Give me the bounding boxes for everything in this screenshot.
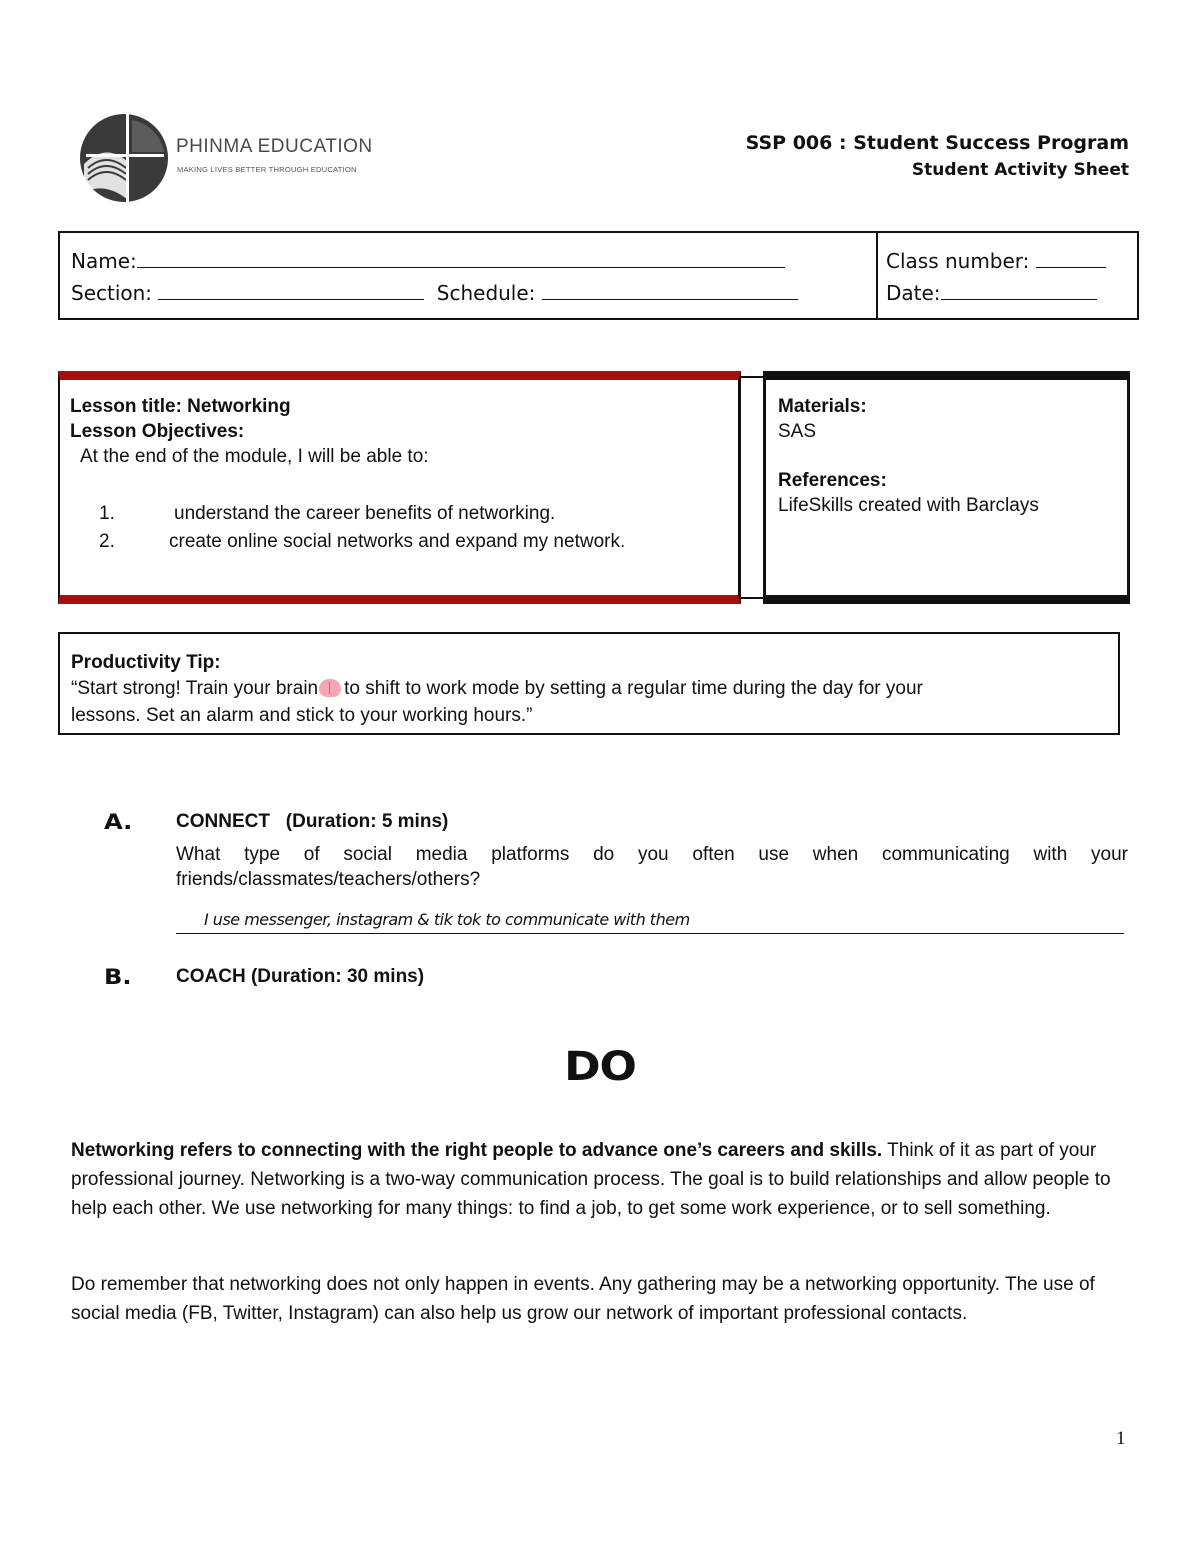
box-bridge-bottom [741, 597, 763, 599]
page-number: 1 [1116, 1428, 1126, 1449]
name-field[interactable] [137, 249, 785, 268]
objectives-label: Lesson Objectives: [70, 421, 245, 442]
objective-2-number: 2. [99, 531, 115, 552]
answer-underline [176, 933, 1124, 934]
tip-line-1-end: to shift to work mode by setting a regular time during the day for your [344, 678, 923, 699]
date-label: Date: [886, 281, 941, 305]
section-label: Section: [71, 281, 153, 305]
logo-tagline: MAKING LIVES BETTER THROUGH EDUCATION [177, 165, 357, 174]
lesson-title: Lesson title: Networking [70, 396, 291, 417]
date-row [886, 281, 1097, 305]
logo-title: PHINMA EDUCATION [176, 136, 373, 157]
section-b-letter: B. [104, 965, 132, 989]
brain-icon [319, 679, 341, 697]
paragraph-1-rest: Think of it as part of your professional journey. Networking is a two-way communication process. The goal is to build relationships and allow people to help each other. We use networking for many things: to find a job, to get some work experience, or to sell something. [71, 1140, 1111, 1219]
paragraph-1 [71, 1136, 1131, 1223]
schedule-field[interactable] [542, 281, 798, 300]
paragraph-1-bold: Networking refers to connecting with the right people to advance one’s careers and skills. [71, 1140, 883, 1161]
schedule-label: Schedule: [436, 281, 536, 305]
class-number-label: Class number: [886, 249, 1030, 273]
references-label: References: [778, 470, 887, 491]
materials-box [763, 371, 1130, 604]
objective-2-text: create online social networks and expand my network. [169, 531, 626, 552]
materials-value: SAS [778, 421, 817, 442]
date-field[interactable] [941, 281, 1097, 300]
student-info-box [58, 231, 1139, 320]
section-a-title: CONNECT (Duration: 5 mins) [176, 811, 449, 832]
name-row [71, 249, 785, 273]
lesson-box [58, 371, 741, 604]
section-field[interactable] [158, 281, 424, 300]
materials-label: Materials: [778, 396, 867, 417]
productivity-tip-box [58, 632, 1120, 735]
course-title: SSP 006 : Student Success Program [745, 132, 1129, 154]
logo-emblem-icon [76, 112, 172, 204]
section-a-question: What type of social media platforms do you often use when communicating with your friends/classmates/teachers/others? [176, 844, 1128, 890]
objectives-intro: At the end of the module, I will be able to: [80, 446, 429, 467]
objective-1-number: 1. [99, 503, 115, 524]
tip-line-2: lessons. Set an alarm and stick to your working hours.” [71, 705, 533, 726]
box-bridge-top [741, 376, 763, 378]
name-label: Name: [71, 249, 137, 273]
tip-line-1 [71, 676, 923, 701]
tip-line-1-start: “Start strong! Train your brain [71, 678, 319, 699]
paragraph-2: Do remember that networking does not only happen in events. Any gathering may be a networking opportunity. The use of social media (FB, Twitter, Instagram) can also help us grow our network of important professional contacts. [71, 1274, 1095, 1324]
section-row [71, 281, 798, 305]
objective-1-text: understand the career benefits of networking. [174, 503, 556, 524]
references-value: LifeSkills created with Barclays [778, 495, 1039, 516]
section-b-title: COACH (Duration: 30 mins) [176, 966, 425, 987]
phinma-logo [76, 112, 376, 204]
sheet-title: Student Activity Sheet [911, 160, 1129, 180]
class-number-field[interactable] [1036, 249, 1106, 268]
tip-label: Productivity Tip: [71, 652, 221, 673]
info-divider [876, 233, 878, 318]
section-a-answer[interactable]: I use messenger, instagram & tik tok to communicate with them [204, 910, 690, 929]
section-a-letter: A. [104, 810, 133, 834]
class-number-row [886, 249, 1106, 273]
do-heading: DO [564, 1044, 636, 1090]
